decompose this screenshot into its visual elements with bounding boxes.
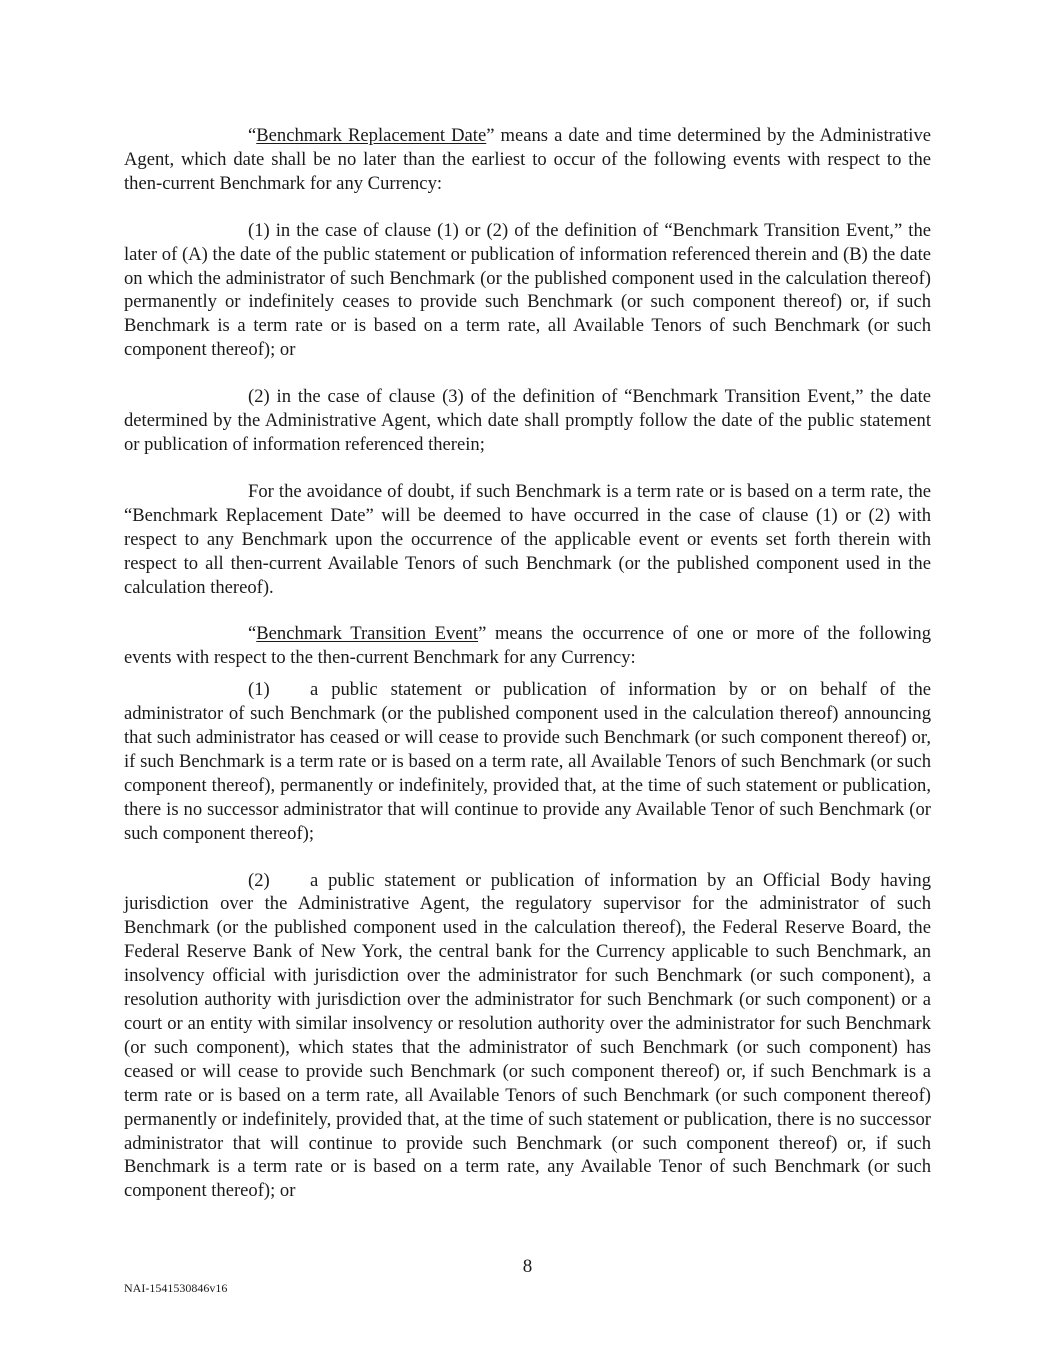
definition-benchmark-replacement-date: [124, 124, 931, 196]
clause-paragraph: (2) in the case of clause (3) of the definition of “Benchmark Transition Event,” the date determined by the Administrative Agent, which date shall promptly follow the date of the public statement or publication of information referenced therein;: [124, 386, 931, 455]
avoidance-of-doubt-paragraph: For the avoidance of doubt, if such Benchmark is a term rate or is based on a term rate, the “Benchmark Replacement Date” will be deemed to have occurred in the case of clause (1) or (2) with respect to any Benchmark upon the occurrence of the applicable event or events set forth therein with respect to all then-current Available Tenors of such Benchmark (or the published component used in the calculation thereof).: [124, 480, 931, 598]
clause-paragraph: (1) in the case of clause (1) or (2) of the definition of “Benchmark Transition Event,” the later of (A) the date of the public statement or publication of information referenced therein and (B) the date on which the administrator of such Benchmark (or the published component used in the calculation thereof) permanently or indefinitely ceases to provide such Benchmark (or such component thereof) or, if such Benchmark is a term rate or is based on a term rate, all Available Tenors of such Benchmark (or such component thereof); or: [124, 219, 931, 361]
open-quote: “: [248, 125, 257, 146]
clause-text: a public statement or publication of information by an Official Body having jurisdiction over the Administrative Agent, the regulatory supervisor for the administrator of such Benchmark (or the published component used in the calculation thereof), the Federal Reserve Board, the Federal Reserve Bank of New York, the central bank for the Currency applicable to such Benchmark, an insolvency official with jurisdiction over the administrator for such Benchmark (or such component), a resolution authority with jurisdiction over the administrator for such Benchmark (or such component) or a court or an entity with similar insolvency or resolution authority over the administrator for such Benchmark (or such component), which states that the administrator of such Benchmark (or such component) has ceased or will cease to provide such Benchmark (or such component thereof) or, if such Benchmark is a term rate or is based on a term rate, all Available Tenors of such Benchmark (or such component thereof) permanently or indefinitely, provided that, at the time of such statement or publication, there is no successor administrator that will continue to provide such Benchmark (or such component thereof) or, if such Benchmark is a term rate or is based on a term rate, any Available Tenor of such Benchmark (or such component thereof); or: [124, 869, 931, 1202]
definition-text: ” means the occurrence of one or more of the following events with respect to the then-current Benchmark for any Currency:: [124, 623, 932, 669]
defined-term: Benchmark Transition Event: [256, 623, 479, 645]
clause-paragraph: [124, 869, 931, 1204]
clause-text: a public statement or publication of information by or on behalf of the administrator of such Benchmark (or the published component used in the calculation thereof) announcing that such administrator has ceased or will cease to provide such Benchmark (or such component thereof) or, if such Benchmark is a term rate or is based on a term rate, all Available Tenors of such Benchmark (or such component thereof), permanently or indefinitely, provided that, at the time of such statement or publication, there is no successor administrator that will continue to provide any Available Tenor of such Benchmark (or such component thereof);: [124, 679, 931, 844]
clause-number: (1): [248, 679, 270, 701]
definition-benchmark-transition-event: [124, 622, 931, 670]
page-number: 8: [522, 1256, 533, 1277]
clause-number: (2): [248, 869, 270, 891]
document-id: NAI-1541530846v16: [124, 1281, 228, 1295]
clause-paragraph: [124, 678, 931, 845]
document-body: [124, 124, 931, 1226]
open-quote: “: [248, 623, 257, 645]
defined-term: Benchmark Replacement Date: [256, 125, 487, 146]
definition-text: ” means a date and time determined by the Administrative Agent, which date shall be no later than the earliest to occur of the following events with respect to the then-current Benchmark for any Currency:: [124, 125, 932, 194]
